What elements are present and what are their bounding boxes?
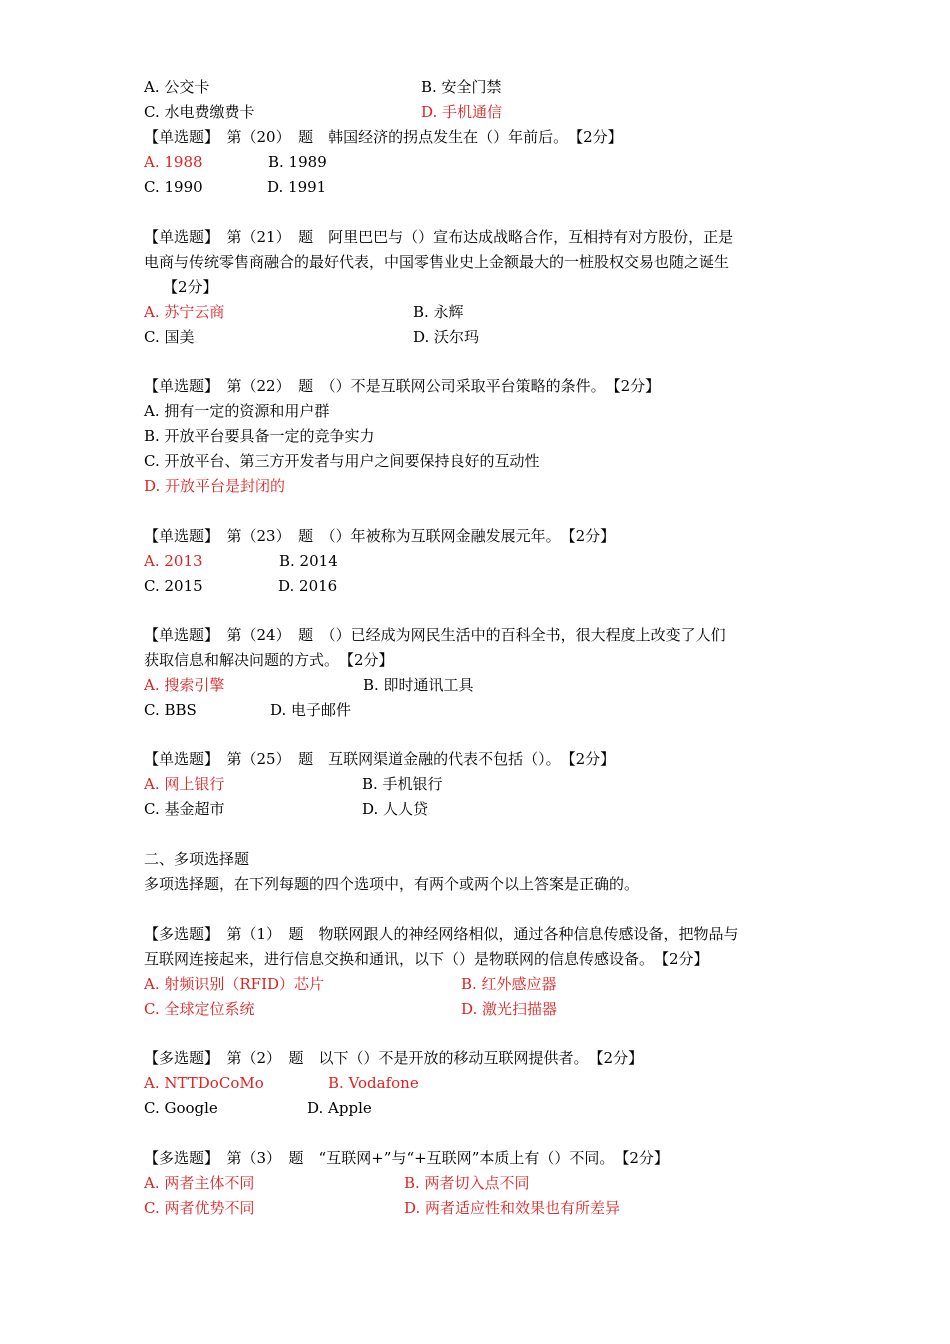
q20-option-a-answer: A. 1988 xyxy=(144,153,203,171)
m2-option-b-answer: B. Vodafone xyxy=(328,1074,419,1092)
q20-option-d: D. 1991 xyxy=(267,178,327,196)
q19-option-b: B. 安全门禁 xyxy=(421,78,502,96)
q23-question: 【单选题】 第（23） 题 （）年被称为互联网金融发展元年。 【2分】 xyxy=(144,527,616,545)
q21-option-d: D. 沃尔玛 xyxy=(413,328,480,346)
q25-option-c: C. 基金超市 xyxy=(144,800,225,818)
section-description: 多项选择题，在下列每题的四个选项中，有两个或两个以上答案是正确的。 xyxy=(144,875,640,893)
m3-option-a-answer: A. 两者主体不同 xyxy=(144,1174,255,1192)
q20-question: 【单选题】 第（20） 题 韩国经济的拐点发生在（）年前后。 【2分】 xyxy=(144,128,623,146)
q25-option-b: B. 手机银行 xyxy=(362,775,443,793)
q21-option-b: B. 永辉 xyxy=(413,303,464,321)
m3-option-b-answer: B. 两者切入点不同 xyxy=(404,1174,530,1192)
q23-option-b: B. 2014 xyxy=(279,552,338,570)
q19-option-d-answer: D. 手机通信 xyxy=(421,103,503,121)
q24-option-a-answer: A. 搜索引擎 xyxy=(144,676,225,694)
q24-option-c: C. BBS xyxy=(144,701,197,719)
m3-option-c-answer: C. 两者优势不同 xyxy=(144,1199,255,1217)
m1-option-d-answer: D. 激光扫描器 xyxy=(461,1000,558,1018)
q19-option-a: A. 公交卡 xyxy=(144,78,210,96)
q24-option-b: B. 即时通讯工具 xyxy=(363,676,474,694)
q21-question-line2: 电商与传统零售商融合的最好代表，中国零售业史上金额最大的一桩股权交易也随之诞生 xyxy=(144,253,730,271)
q21-option-c: C. 国美 xyxy=(144,328,195,346)
q19-option-c: C. 水电费缴费卡 xyxy=(144,103,255,121)
q24-question-line2: 获取信息和解决问题的方式。 【2分】 xyxy=(144,651,394,669)
q20-option-b: B. 1989 xyxy=(268,153,327,171)
q21-question-line1: 【单选题】 第（21） 题 阿里巴巴与（）宣布达成战略合作，互相持有对方股份，正是 xyxy=(144,228,734,246)
q24-option-d: D. 电子邮件 xyxy=(270,701,352,719)
q23-option-c: C. 2015 xyxy=(144,577,203,595)
q25-option-a-answer: A. 网上银行 xyxy=(144,775,225,793)
q20-option-c: C. 1990 xyxy=(144,178,203,196)
q21-score: 【2分】 xyxy=(163,278,218,296)
section-title: 二、多项选择题 xyxy=(144,850,250,868)
q21-option-a-answer: A. 苏宁云商 xyxy=(144,303,225,321)
q22-option-a: A. 拥有一定的资源和用户群 xyxy=(144,402,330,420)
m1-question-line2: 互联网连接起来，进行信息交换和通讯，以下（）是物联网的信息传感设备。 【2分】 xyxy=(144,950,709,968)
m3-option-d-answer: D. 两者适应性和效果也有所差异 xyxy=(404,1199,621,1217)
m2-option-a-answer: A. NTTDoCoMo xyxy=(144,1074,264,1092)
m1-option-a-answer: A. 射频识别（RFID）芯片 xyxy=(144,975,325,993)
q25-question: 【单选题】 第（25） 题 互联网渠道金融的代表不包括（）。 【2分】 xyxy=(144,750,616,768)
q25-option-d: D. 人人贷 xyxy=(362,800,429,818)
m2-option-c: C. Google xyxy=(144,1099,218,1117)
m3-question: 【多选题】 第（3） 题 “互联网+”与“+互联网”本质上有（）不同。 【2分】 xyxy=(144,1149,669,1167)
q22-option-d-answer: D. 开放平台是封闭的 xyxy=(144,477,286,495)
m2-option-d: D. Apple xyxy=(307,1099,372,1117)
q22-option-b: B. 开放平台要具备一定的竞争实力 xyxy=(144,427,375,445)
q23-option-d: D. 2016 xyxy=(278,577,338,595)
m1-option-c-answer: C. 全球定位系统 xyxy=(144,1000,255,1018)
m1-option-b-answer: B. 红外感应器 xyxy=(461,975,557,993)
q23-option-a-answer: A. 2013 xyxy=(144,552,203,570)
m2-question: 【多选题】 第（2） 题 以下（）不是开放的移动互联网提供者。 【2分】 xyxy=(144,1049,644,1067)
q22-option-c: C. 开放平台、第三方开发者与用户之间要保持良好的互动性 xyxy=(144,452,540,470)
q24-question-line1: 【单选题】 第（24） 题 （）已经成为网民生活中的百科全书，很大程度上改变了人们 xyxy=(144,626,726,644)
q22-question: 【单选题】 第（22） 题 （）不是互联网公司采取平台策略的条件。 【2分】 xyxy=(144,377,661,395)
m1-question-line1: 【多选题】 第（1） 题 物联网跟人的神经网络相似，通过各种信息传感设备，把物品与 xyxy=(144,925,739,943)
